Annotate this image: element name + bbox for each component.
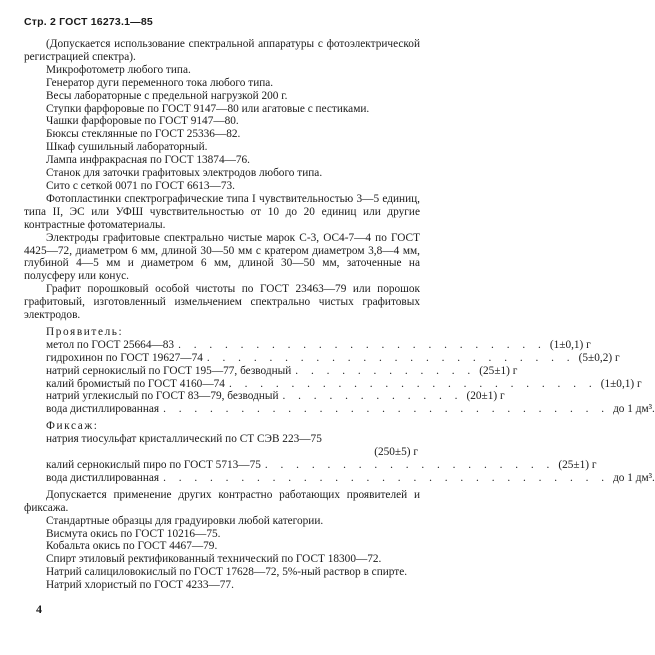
paragraph: Микрофотометр любого типа. [46,63,191,76]
paragraph: Натрий салициловокислый по ГОСТ 17628—72, 5%-ный раствор в спирте. [46,566,408,579]
reagent-name: натрия тиосульфат кристаллический по СТ СЭВ 223—75 [46,433,322,446]
reagent-name: гидрохинон по ГОСТ 19627—74 [46,351,203,364]
reagent-amount: до 1 дм³. [613,471,655,484]
reagent-row: гидрохинон по ГОСТ 19627—74 . . . . . . . . . . . . . . . . . . . . . . . . (5±0,2) г [24,352,420,365]
reagent-row: вода дистиллированная . . . . . . . . . . . . . . . . . . . . . . . . . . . . . до 1 дм³. [24,472,420,485]
paragraph: Станок для заточки графитовых электродов любого типа. [46,167,323,180]
reagent-amount: (1±0,1) г [600,377,642,390]
paragraph: Генератор дуги переменного тока любого типа. [46,76,274,89]
reagent-amount: (1±0,1) г [549,338,591,351]
reagent-amount: (5±0,2) г [578,351,620,364]
paragraph: Кобальта окись по ГОСТ 4467—79. [46,540,218,553]
reagent-row: калий сернокислый пиро по ГОСТ 5713—75 . . . . . . . . . . . . . . . . . . . (25±1) г [24,459,420,472]
paragraph: Ступки фарфоровые по ГОСТ 9147—80 или агатовые с пестиками. [46,102,370,115]
reagent-name: натрий углекислый по ГОСТ 83—79, безводный [46,390,279,403]
reagent-name: натрий сернокислый по ГОСТ 195—77, безводный [46,364,292,377]
paragraph: Лампа инфракрасная по ГОСТ 13874—76. [46,154,251,167]
reagent-amount: до 1 дм³. [613,403,655,416]
paragraph: Допускается применение других контрастно работающих проявителей и фиксажа. [24,488,420,514]
reagent-amount: (20±1) г [466,390,505,403]
paragraph: (Допускается использование спектральной аппаратуры с фотоэлектрической регистрацией спектра). [24,38,420,63]
developer-title: Проявитель: [46,325,124,338]
paragraph: Сито с сеткой 0071 по ГОСТ 6613—73. [46,179,235,192]
reagent-name: калий бромистый по ГОСТ 4160—74 [46,377,225,390]
reagent-amount: (250±5) г [374,446,418,459]
paragraph: Спирт этиловый ректификованный технический по ГОСТ 18300—72. [46,553,382,566]
reagent-row: натрий сернокислый по ГОСТ 195—77, безводный . . . . . . . . . . . . (25±1) г [24,365,420,378]
reagent-row: метол по ГОСТ 25664—83 . . . . . . . . . . . . . . . . . . . . . . . . (1±0,1) г [24,339,420,352]
paragraph: Графит порошковый особой чистоты по ГОСТ 23463—79 или порошок графитовый, изготовленный измельчением спектрально чистых графитовых электродов. [24,283,420,322]
paragraph: Шкаф сушильный лабораторный. [46,141,208,154]
reagent-row [24,433,420,446]
reagent-row: калий бромистый по ГОСТ 4160—74 . . . . . . . . . . . . . . . . . . . . . . . . (1±0,1) г [24,378,420,391]
paragraph: Электроды графитовые спектрально чистые марок С-3, ОС4-7—4 по ГОСТ 4425—72, диаметром 6 мм, длиной 30—50 мм с кратером диаметром 3,8—4 мм, глубиной 4—5 мм и диаметром 6 мм, длиной 30—50 мм, заточенные на полусферу или конус. [24,231,420,283]
fixer-title: Фиксаж: [46,420,99,433]
page-number: 4 [36,602,42,616]
paragraph: Фотопластинки спектрографические типа I чувствительностью 3—5 единиц, типа II, ЭС или УФШ чувствительностью от 10 до 20 единиц или другие контрастные фотоматериалы. [24,192,420,231]
paragraph: Висмута окись по ГОСТ 10216—75. [46,527,221,540]
reagent-amount: (25±1) г [558,459,597,471]
reagent-name: метол по ГОСТ 25664—83 [46,338,175,351]
reagent-row: натрий углекислый по ГОСТ 83—79, безводный . . . . . . . . . . . . (20±1) г [24,390,420,403]
reagent-row: вода дистиллированная . . . . . . . . . . . . . . . . . . . . . . . . . . . . . до 1 дм³. [24,403,420,416]
paragraph: Чашки фарфоровые по ГОСТ 9147—80. [46,115,239,128]
paragraph: Бюксы стеклянные по ГОСТ 25336—82. [46,128,241,141]
reagent-name: калий сернокислый пиро по ГОСТ 5713—75 [46,459,261,471]
reagent-name: вода дистиллированная [46,403,160,416]
document-body [24,38,655,592]
paragraph: Весы лабораторные с предельной нагрузкой 200 г. [46,89,288,102]
reagent-amount: (25±1) г [479,364,518,377]
page-header: Стр. 2 ГОСТ 16273.1—85 [24,16,153,28]
paragraph: Натрий хлористый по ГОСТ 4233—77. [46,579,234,592]
reagent-name: вода дистиллированная [46,471,160,484]
paragraph: Стандартные образцы для градуировки любой категории. [46,514,324,527]
